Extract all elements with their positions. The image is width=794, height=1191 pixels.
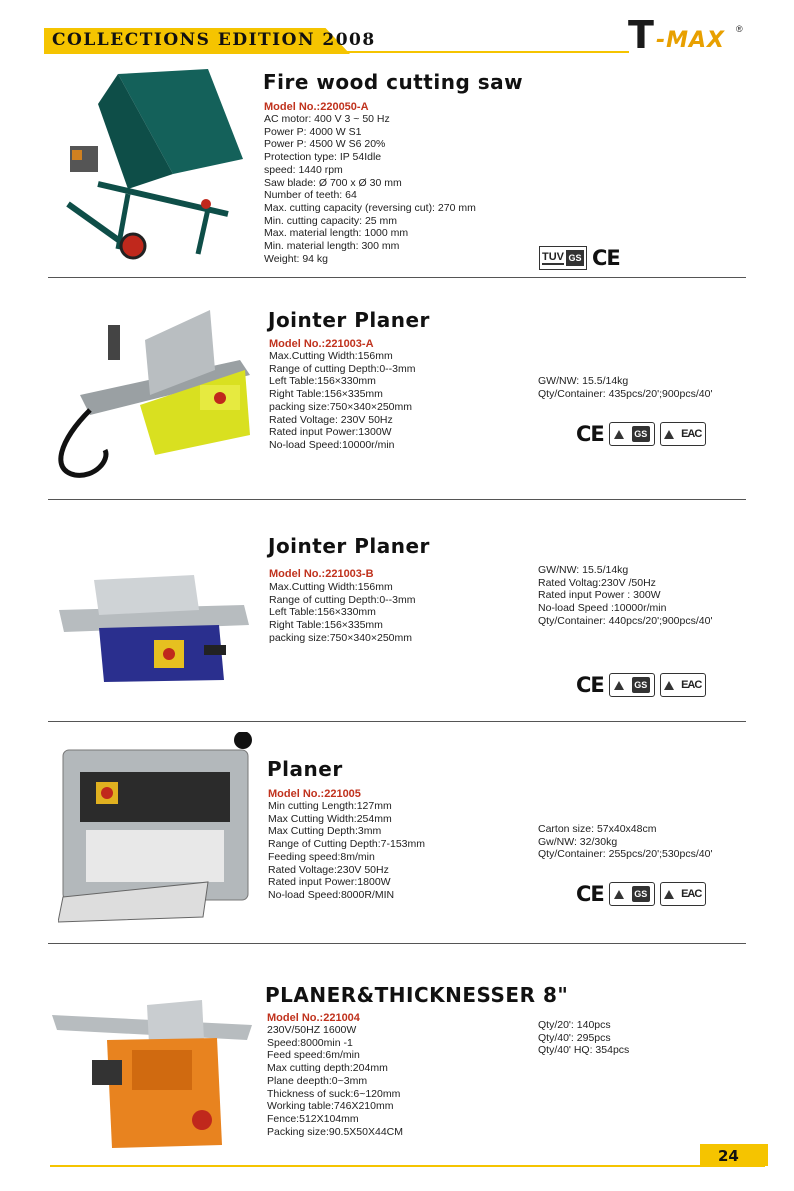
spec-line: No-load Speed:8000R/MIN [268,888,395,901]
section-divider [48,943,746,944]
spec-line: Max. material length: 1000 mm [264,227,409,240]
spec-line: Max.Cutting Width:156mm [269,350,393,362]
gs-badge: GS [609,673,655,697]
planer-image [58,732,258,927]
ce-mark: CE [592,246,620,270]
cert-badges [576,422,706,446]
warning-triangle-icon [664,430,674,439]
eac-badge: EAC [660,882,706,906]
spec-line: 230V/50HZ 1600W [267,1024,357,1036]
info-line: Qty/40': 295pcs [538,1031,611,1044]
eac-badge: EAC [660,673,706,697]
warning-triangle-icon [614,430,624,439]
page-number: 24 [718,1147,739,1165]
info-line: Qty/40' HQ: 354pcs [538,1044,630,1057]
warning-triangle-icon [664,681,674,690]
info-line: No-load Speed :10000r/min [538,602,667,615]
spec-line: packing size:750×340×250mm [269,400,413,413]
tuv-gs-badge: TUV GS [539,246,587,270]
cert-badges [539,246,620,270]
cert-badges [576,882,706,906]
info-line: Rated input Power : 300W [538,589,661,602]
spec-line: Feed speed:6m/min [267,1049,360,1062]
info-line: Qty/Container: 440pcs/20';900pcs/40' [538,614,713,627]
spec-list [269,350,416,452]
spec-line: Rated Voltage: 230V 50Hz [269,413,393,426]
spec-line: Range of Cutting Depth:7-153mm [268,838,426,851]
spec-line: Fence:512X104mm [267,1112,359,1125]
packing-info [538,375,712,400]
section-divider [48,277,746,278]
ce-mark: CE [576,422,604,446]
spec-line: Max Cutting Depth:3mm [268,825,382,838]
spec-list [267,1024,403,1138]
gs-badge: GS [609,882,655,906]
spec-line: Max Cutting Width:254mm [268,812,392,825]
spec-line: Rated input Power:1800W [268,876,391,889]
spec-line: No-load Speed:10000r/min [269,438,395,451]
packing-info [538,1019,629,1057]
product-title: Fire wood cutting saw [263,70,524,94]
gs-badge: GS [609,422,655,446]
planer-thicknesser-image [52,1000,257,1150]
spec-line: Left Table:156×330mm [269,375,376,388]
spec-line: Left Table:156×330mm [269,606,376,619]
spec-line: speed: 1440 rpm [264,163,343,176]
cert-badges [576,673,706,697]
info-line: Rated Voltag:230V /50Hz [538,576,656,589]
section-divider [48,721,746,722]
spec-line: Speed:8000min -1 [267,1036,353,1049]
warning-triangle-icon [614,890,624,899]
spec-line: Max. cutting capacity (reversing cut): 270 mm [264,201,476,214]
model-number: Model No.:221003-B [269,568,374,580]
info-line: GW/NW: 15.5/14kg [538,375,629,387]
model-number: Model No.:221003-A [269,338,374,350]
spec-line: Rated Voltage:230V 50Hz [268,863,389,876]
warning-triangle-icon [664,890,674,899]
spec-line: Min. cutting capacity: 25 mm [264,214,398,227]
product-title: Jointer Planer [268,534,430,558]
product-title: Jointer Planer [268,308,430,332]
header-rule [44,51,629,53]
spec-line: Right Table:156×335mm [269,388,383,401]
info-line: Carton size: 57x40x48cm [538,823,657,835]
info-line: GW/NW: 15.5/14kg [538,564,629,576]
model-number: Model No.:221005 [268,788,361,800]
spec-line: Power P: 4000 W S1 [264,125,362,138]
ce-mark: CE [576,673,604,697]
info-line: Qty/Container: 435pcs/20';900pcs/40' [538,387,713,400]
spec-line: Plane deepth:0~3mm [267,1074,368,1087]
firewood-saw-image [58,64,248,264]
spec-line: AC motor: 400 V 3 ~ 50 Hz [264,113,390,125]
spec-line: Feeding speed:8m/min [268,850,375,863]
spec-line: Number of teeth: 64 [264,189,357,202]
eac-badge: EAC [660,422,706,446]
spec-line: packing size:750×340×250mm [269,631,413,644]
spec-line: Min. material length: 300 mm [264,240,400,253]
jointer-planer-a-image [50,300,255,480]
jointer-planer-b-image [54,570,254,695]
packing-info [538,564,712,628]
info-line: Qty/20': 140pcs [538,1019,611,1031]
spec-line: Power P: 4500 W S6 20% [264,138,386,151]
info-line: Qty/Container: 255pcs/20';530pcs/40' [538,848,713,861]
spec-line: Packing size:90.5X50X44CM [267,1125,403,1138]
warning-triangle-icon [614,681,624,690]
spec-list [268,800,425,902]
section-divider [48,499,746,500]
footer-rule [50,1165,765,1167]
spec-line: Thickness of suck:6~120mm [267,1087,401,1100]
spec-line: Min cutting Length:127mm [268,800,392,812]
spec-list [264,113,476,265]
spec-line: Max.Cutting Width:156mm [269,581,393,593]
collection-title: COLLECTIONS EDITION 2008 [52,30,376,50]
model-number: Model No.:221004 [267,1012,360,1024]
product-title: PLANER&THICKNESSER 8" [265,983,569,1007]
product-title: Planer [267,757,343,781]
info-line: Gw/NW: 32/30kg [538,835,618,848]
spec-line: Saw blade: Ø 700 x Ø 30 mm [264,176,402,189]
spec-line: Range of cutting Depth:0--3mm [269,362,416,375]
packing-info [538,823,712,861]
spec-line: Protection type: IP 54Idle [264,151,382,164]
spec-line: Rated input Power:1300W [269,426,392,439]
tmax-logo: T -MAX ® [628,13,743,57]
ce-mark: CE [576,882,604,906]
spec-line: Right Table:156×335mm [269,619,383,632]
spec-line: Max cutting depth:204mm [267,1062,388,1075]
spec-list [269,581,416,645]
spec-line: Weight: 94 kg [264,252,329,265]
spec-line: Range of cutting Depth:0--3mm [269,593,416,606]
spec-line: Working table:746X210mm [267,1100,394,1113]
model-number: Model No.:220050-A [264,101,369,113]
